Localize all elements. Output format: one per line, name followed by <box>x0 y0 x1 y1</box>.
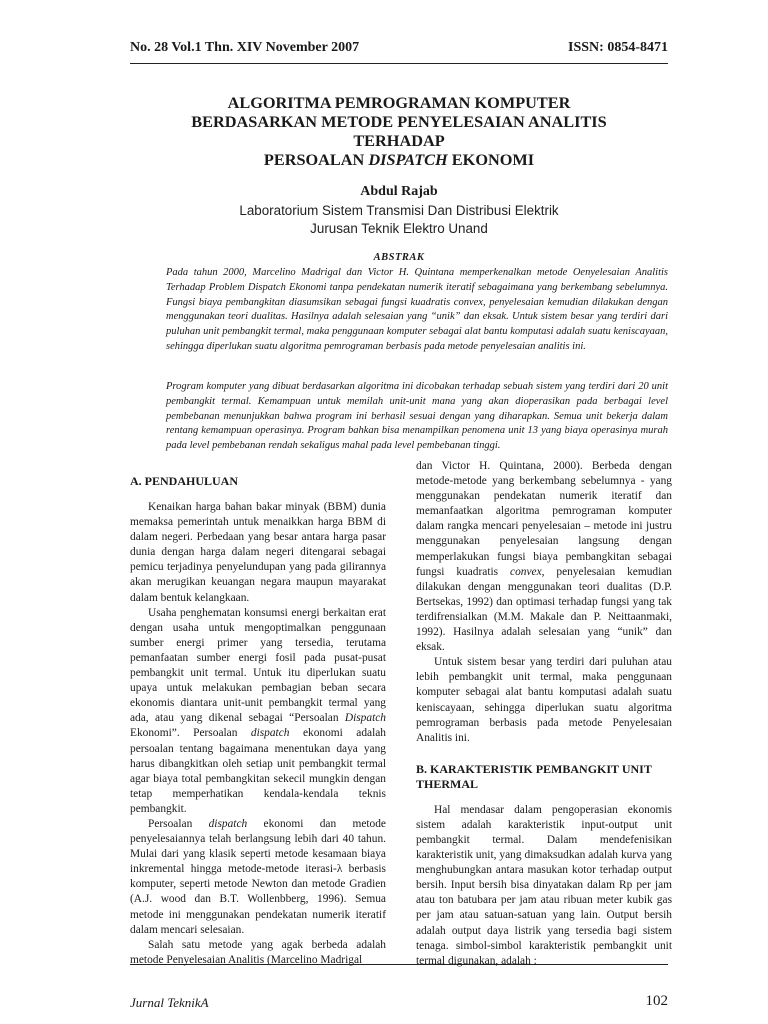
journal-name: Jurnal TeknikA <box>130 995 209 1010</box>
left-column <box>130 474 386 968</box>
title-line-1: ALGORITMA PEMROGRAMAN KOMPUTER <box>227 93 571 112</box>
body-paragraph: Salah satu metode yang agak berbeda adalah metode Penyelesaian Analitis (Marcelino Madrigal <box>130 938 386 966</box>
title-line-2: BERDASARKAN METODE PENYELESAIAN ANALITIS <box>191 112 607 131</box>
body-text: Persoalan <box>148 817 209 830</box>
right-column <box>416 459 672 969</box>
section-b-heading: B. KARAKTERISTIK PEMBANGKIT UNIT THERMAL <box>416 761 652 791</box>
author-affiliation <box>130 202 668 238</box>
body-text: penyelesaian kemudian dilakukan dengan menggunakan teori dualitas (D.P. Bertsekas, 1992) dan optimasi terhadap fungsi yang tak terdifrensialkan (M.M. Makale dan P. Neittaanmaki, 1992). Hasilnya adalah selesaian yang “unik” dan eksak. <box>416 565 672 654</box>
title-text: PERSOALAN <box>263 150 369 169</box>
body-paragraph: Kenaikan harga bahan bakar minyak (BBM) dunia memaksa pemerintah untuk menaikkan harga BBM di dalam negeri. Perbedaan yang besar antara harga pasar dunia dengan harga dalam negeri ditengarai sebagai pemicu terjadinya penyelundupan yang pada gilirannya akan merugikan keuangan negara maupun mayarakat dalam bentuk kelangkaan. <box>130 501 386 604</box>
body-text: dan Victor H. Quintana, 2000). Berbeda dengan metode-metode yang berkembang sebelumnya - yang menggunakan pendekatan numerik iteratif dan memanfaatkan algoritma pemrograman komputer dalam rangka mencari penyelesaian – metode ini justru menggunakan penyelesaian langsung dengan memperlakukan fungsi biaya pembangkitan sebagai fungsi kuadratis <box>416 460 672 578</box>
author-name: Abdul Rajab <box>360 184 438 199</box>
section-a-heading: A. PENDAHULUAN <box>130 474 238 488</box>
body-text: Usaha penghematan konsumsi energi berkaitan erat dengan usaha untuk mengoptimalkan penggunaan sumber energi primer yang tersedia, terutama pemanfaatan sumber energi fosil pada pusat-pusat pembangkit unit termal. Untuk itu diperlukan suatu upaya untuk melakukan pembagian beban secara ekonomis diantara unit-unit pembangkit termal yang ada, atau yang dikenal sebagai “Persoalan <box>130 606 386 725</box>
issue-info: No. 28 Vol.1 Thn. XIV November 2007 <box>130 40 360 55</box>
abstract-paragraph-1: Pada tahun 2000, Marcelino Madrigal dan Victor H. Quintana memperkenalkan metode Oenyelesaian Analitis Terhadap Problem Dispatch Ekonomi tanpa pendekatan numerik iteratif sebagaimana yang berkembang sebelumnya. Fungsi biaya pembangkitan diasumsikan sebagai fungsi kuadratis convex, penyelesaian kemudian dilakukan dengan menggunakan teori dualitas. Hasilnya adalah selesaian yang “unik” dan eksak. Untuk sistem besar yang terdiri dari puluhan unit pembangkit termal, maka penggunaan komputer sebagai alat bantu komputasi adalah suatu keniscayaan, sehingga diperlukan suatu algoritma pemrograman berbasis pada metode penyelesaian analitis ini. <box>166 267 668 352</box>
title-text: EKONOMI <box>447 150 535 169</box>
paper-title <box>130 93 668 169</box>
affiliation-line-2: Jurusan Teknik Elektro Unand <box>310 221 488 236</box>
body-italic: Dispatch <box>344 712 386 725</box>
body-italic: dispatch <box>250 727 290 740</box>
abstract-paragraph-2: Program komputer yang dibuat berdasarkan algoritma ini dicobakan terhadap sebuah sistem yang terdiri dari 20 unit pembangkit termal. Kemampuan untuk memilah unit-unit mana yang akan dioperasikan pada berbagai level pembebanan menunjukkan bahwa program ini berhasil sesuai dengan yang diharapkan. Semua unit bekerja dalam rentang kemampuan operasinya. Program bahkan bisa menampilkan penomena unit 13 yang biaya operasinya murah pada level pembebanan rendah sekaligus mahal pada level pembebanan tinggi. <box>166 381 668 452</box>
body-text: ekonomi adalah persoalan tentang bagaimana menentukan daya yang harus dibangkitkan oleh setiap unit pembangkit termal agar biaya total pembangkitan sekecil mungkin dengan tetap memperhatikan kendala-kendala teknis pembangkit. <box>130 727 386 815</box>
affiliation-line-1: Laboratorium Sistem Transmisi Dan Distribusi Elektrik <box>239 203 559 218</box>
body-paragraph: Untuk sistem besar yang terdiri dari puluhan atau lebih pembangkit unit termal, maka penggunaan komputer sebagai alat bantu komputasi adalah suatu keniscayaan, sehingga diperlukan suatu algoritma pemrograman berbasis pada metode Penyelesaian Analitis ini. <box>416 656 672 744</box>
body-text: Ekonomi”. Persoalan <box>130 727 251 740</box>
body-italic: dispatch <box>208 817 248 830</box>
body-text: ekonomi dan metode penyelesaiannya telah berlangsung lebih dari 40 tahun. Mulai dari yang klasik seperti metode kesamaan biaya inkremental hingga metode-metode iterasi-λ berbasis komputer, seperti metode Newton dan metode Gradien (A.J. wood dan B.T. Wollenbberg, 1996). Semua metode ini menggunakan pendekatan numerik iteratif dalam mencari selesaian. <box>130 817 386 936</box>
footer-rule <box>130 964 668 965</box>
body-italic: convex, <box>510 565 545 578</box>
body-paragraph <box>130 817 386 938</box>
running-header <box>130 40 668 60</box>
header-rule <box>130 63 668 64</box>
title-line-4 <box>130 150 668 169</box>
issn: ISSN: 0854-8471 <box>568 40 668 55</box>
title-line-3: TERHADAP <box>353 131 445 150</box>
body-paragraph: Hal mendasar dalam pengoperasian ekonomis sistem adalah karakteristik input-output unit pembangkit termal. Dalam mendefenisikan karakteristik unit, yang dimaksudkan adalah kurva yang menghubungkan antara masukan kotor terhadap output bersih. Input bersih bisa dinyatakan dalam Rp per jam atau ton batubara per jam atau ribuan meter kubik gas per jam atau satuan-satuan yang lain. Output bersih adalah output daya listrik yang tersedia bagi sistem tenaga. simbol-simbol karakteristik pembangkit unit termal digunakan, adalah : <box>416 803 672 967</box>
body-paragraph-continued <box>416 459 672 655</box>
page-number: 102 <box>645 993 668 1009</box>
title-italic: DISPATCH <box>368 150 448 169</box>
body-paragraph <box>130 606 386 817</box>
abstract-heading: ABSTRAK <box>373 252 425 263</box>
